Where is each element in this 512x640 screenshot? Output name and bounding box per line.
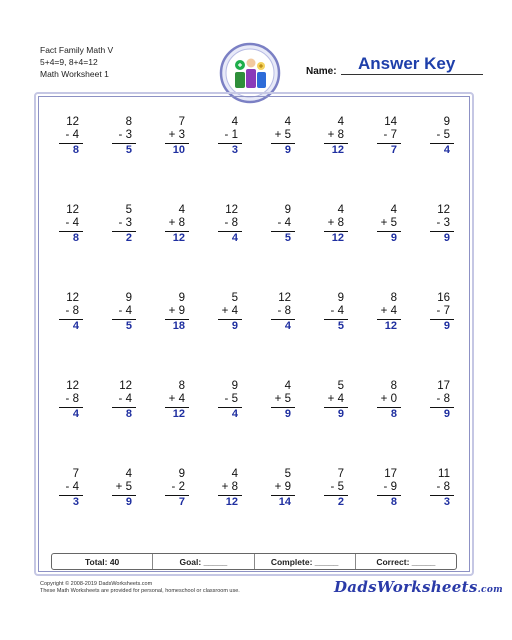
problem-row <box>44 464 468 552</box>
answer-bar <box>430 143 454 144</box>
problem-bottom-number: 5 <box>125 481 132 493</box>
operator: + <box>327 393 335 405</box>
problem-answer[interactable]: 7 <box>390 144 397 156</box>
problem-bottom-line <box>66 129 79 141</box>
worksheet-subtitle: 5+4=9, 8+4=12 <box>40 57 98 67</box>
problem-top-number: 9 <box>443 116 450 128</box>
problem-bottom-line <box>275 129 291 141</box>
answer-bar <box>112 495 136 496</box>
problem-bottom-number: 7 <box>443 305 450 317</box>
brand-suffix: .com <box>477 585 503 595</box>
problem-grid <box>44 112 468 552</box>
problem-answer[interactable]: 9 <box>231 320 238 332</box>
problem-top-number: 12 <box>66 380 79 392</box>
problem <box>97 376 150 464</box>
problem-bottom-line <box>278 305 291 317</box>
problem-bottom-number: 8 <box>178 217 185 229</box>
answer-bar <box>430 231 454 232</box>
operator: - <box>65 305 70 317</box>
name-label: Name: <box>306 66 337 77</box>
problem-answer[interactable]: 5 <box>284 232 291 244</box>
problem-bottom-line <box>328 393 344 405</box>
problem <box>203 288 256 376</box>
problem <box>44 200 97 288</box>
operator: - <box>383 129 388 141</box>
problem-answer[interactable]: 4 <box>72 408 79 420</box>
problem-answer[interactable]: 14 <box>278 496 291 508</box>
brand-logo <box>334 578 503 596</box>
problem-bottom-line <box>437 393 450 405</box>
problem-answer[interactable]: 9 <box>390 232 397 244</box>
problem-top-number: 9 <box>178 468 185 480</box>
problem-bottom-number: 4 <box>178 393 185 405</box>
operator: - <box>224 129 229 141</box>
problem-top-number: 16 <box>437 292 450 304</box>
operator: + <box>115 481 123 493</box>
answer-bar <box>218 319 242 320</box>
brand-name: DadsWorksheets <box>334 578 478 596</box>
problem-answer[interactable]: 3 <box>443 496 450 508</box>
problem-bottom-number: 8 <box>72 305 79 317</box>
problem-bottom-number: 8 <box>231 481 238 493</box>
operator: + <box>168 393 176 405</box>
problem-top-number: 7 <box>72 468 79 480</box>
answer-bar <box>112 407 136 408</box>
problem-bottom-number: 3 <box>125 217 132 229</box>
problem-top-number: 4 <box>337 116 344 128</box>
operator: + <box>274 393 282 405</box>
problem-bottom-number: 9 <box>284 481 291 493</box>
problem-top-number: 7 <box>337 468 344 480</box>
problem-answer[interactable]: 5 <box>125 320 132 332</box>
operator: - <box>118 129 123 141</box>
problem-bottom-line <box>66 305 79 317</box>
problem-bottom-line <box>384 129 397 141</box>
problem-top-number: 8 <box>390 380 397 392</box>
operator: - <box>65 217 70 229</box>
operator: - <box>118 393 123 405</box>
problem-bottom-number: 3 <box>178 129 185 141</box>
problem <box>256 288 309 376</box>
answer-bar <box>430 319 454 320</box>
problem-top-number: 9 <box>178 292 185 304</box>
problem-bottom-line <box>381 393 397 405</box>
operator: - <box>330 305 335 317</box>
problem-bottom-number: 4 <box>72 481 79 493</box>
answer-bar <box>165 495 189 496</box>
copyright-line: Copyright © 2008-2019 DadsWorksheets.com <box>40 581 153 587</box>
problem-bottom-number: 5 <box>284 129 291 141</box>
problem-bottom-number: 5 <box>337 481 344 493</box>
problem <box>203 112 256 200</box>
problem-bottom-number: 1 <box>231 129 238 141</box>
answer-bar <box>112 231 136 232</box>
problem-answer[interactable]: 8 <box>390 496 397 508</box>
problem-bottom-number: 3 <box>443 217 450 229</box>
operator: - <box>436 393 441 405</box>
problem-answer[interactable]: 8 <box>125 408 132 420</box>
problem <box>150 376 203 464</box>
problem-answer[interactable]: 12 <box>225 496 238 508</box>
answer-bar <box>59 495 83 496</box>
operator: - <box>436 217 441 229</box>
problem-top-number: 12 <box>119 380 132 392</box>
operator: + <box>221 305 229 317</box>
answer-key-label: Answer Key <box>358 54 456 73</box>
problem-answer[interactable]: 4 <box>231 408 238 420</box>
problem-top-number: 4 <box>390 204 397 216</box>
operator: - <box>224 393 229 405</box>
problem-answer[interactable]: 9 <box>284 408 291 420</box>
problem-bottom-number: 4 <box>337 305 344 317</box>
problem-row <box>44 288 468 376</box>
operator: + <box>380 393 388 405</box>
answer-bar <box>377 143 401 144</box>
problem-answer[interactable]: 3 <box>72 496 79 508</box>
problem <box>362 464 415 552</box>
problem-bottom-line <box>275 393 291 405</box>
problem-bottom-number: 8 <box>443 393 450 405</box>
problem-answer[interactable]: 9 <box>284 144 291 156</box>
problem-bottom-line <box>222 481 238 493</box>
answer-bar <box>59 143 83 144</box>
problem-top-number: 5 <box>125 204 132 216</box>
operator: - <box>383 481 388 493</box>
complete-cell[interactable]: Complete: _____ <box>255 554 356 569</box>
problem-answer[interactable]: 2 <box>337 496 344 508</box>
problem-row <box>44 200 468 288</box>
problem-top-number: 17 <box>437 380 450 392</box>
problem-bottom-line <box>437 481 450 493</box>
answer-bar <box>271 143 295 144</box>
worksheet-number: Math Worksheet 1 <box>40 69 109 79</box>
operator: + <box>168 217 176 229</box>
problem-bottom-number: 5 <box>390 217 397 229</box>
problem-bottom-number: 8 <box>72 393 79 405</box>
problem-bottom-number: 4 <box>284 217 291 229</box>
problem-top-number: 8 <box>178 380 185 392</box>
problem-answer[interactable]: 8 <box>390 408 397 420</box>
problem-bottom-number: 4 <box>72 217 79 229</box>
answer-bar <box>377 407 401 408</box>
problem-top-number: 7 <box>178 116 185 128</box>
problem <box>256 464 309 552</box>
name-line[interactable] <box>341 74 483 75</box>
problem-top-number: 4 <box>231 116 238 128</box>
operator: + <box>380 217 388 229</box>
problem <box>203 200 256 288</box>
problem-answer[interactable]: 8 <box>72 144 79 156</box>
problem-top-number: 14 <box>384 116 397 128</box>
problem-top-number: 12 <box>278 292 291 304</box>
problem-answer[interactable]: 12 <box>384 320 397 332</box>
problem <box>203 376 256 464</box>
correct-cell[interactable]: Correct: _____ <box>376 556 436 567</box>
operator: + <box>168 129 176 141</box>
operator: - <box>65 481 70 493</box>
problem-bottom-number: 8 <box>284 305 291 317</box>
operator: + <box>168 305 176 317</box>
problem <box>44 376 97 464</box>
problem-bottom-line <box>225 393 238 405</box>
problem <box>44 112 97 200</box>
operator: - <box>118 217 123 229</box>
problem <box>150 288 203 376</box>
problem-bottom-line <box>116 481 132 493</box>
problem-top-number: 4 <box>284 116 291 128</box>
answer-bar <box>324 319 348 320</box>
problem-bottom-line <box>328 217 344 229</box>
operator: - <box>436 481 441 493</box>
problem <box>97 464 150 552</box>
operator: - <box>118 305 123 317</box>
operator: - <box>436 129 441 141</box>
problem-bottom-line <box>169 217 185 229</box>
problem-top-number: 4 <box>178 204 185 216</box>
score-box <box>51 553 457 570</box>
problem <box>362 376 415 464</box>
problem <box>150 200 203 288</box>
operator: - <box>171 481 176 493</box>
problem-bottom-line <box>328 129 344 141</box>
problem <box>203 464 256 552</box>
problem <box>309 464 362 552</box>
operator: + <box>274 481 282 493</box>
problem-bottom-line <box>331 481 344 493</box>
answer-bar <box>271 319 295 320</box>
problem-row <box>44 376 468 464</box>
problem-top-number: 12 <box>66 204 79 216</box>
problem-top-number: 4 <box>231 468 238 480</box>
problem <box>150 112 203 200</box>
problem-answer[interactable]: 12 <box>172 408 185 420</box>
problem-bottom-line <box>119 217 132 229</box>
problem <box>44 464 97 552</box>
problem-bottom-line <box>381 217 397 229</box>
problem-bottom-number: 5 <box>284 393 291 405</box>
total-cell: Total: 40 <box>52 554 153 569</box>
answer-bar <box>218 143 242 144</box>
problem-top-number: 12 <box>66 116 79 128</box>
answer-bar <box>430 407 454 408</box>
problem-bottom-line <box>172 481 185 493</box>
operator: - <box>330 481 335 493</box>
problem <box>362 200 415 288</box>
goal-cell[interactable]: Goal: _____ <box>153 554 254 569</box>
operator: + <box>327 129 335 141</box>
problem-top-number: 9 <box>337 292 344 304</box>
problem-row <box>44 112 468 200</box>
problem-top-number: 5 <box>284 468 291 480</box>
problem <box>415 288 468 376</box>
answer-bar <box>218 231 242 232</box>
problem-top-number: 8 <box>125 116 132 128</box>
problem <box>44 288 97 376</box>
problem-bottom-line <box>66 481 79 493</box>
answer-bar <box>218 407 242 408</box>
answer-bar <box>112 319 136 320</box>
problem-answer[interactable]: 4 <box>231 232 238 244</box>
problem-top-number: 4 <box>337 204 344 216</box>
answer-bar <box>377 495 401 496</box>
problem-bottom-number: 7 <box>390 129 397 141</box>
answer-bar <box>430 495 454 496</box>
problem-top-number: 8 <box>390 292 397 304</box>
problem-bottom-number: 5 <box>231 393 238 405</box>
problem-answer[interactable]: 10 <box>172 144 185 156</box>
problem <box>415 376 468 464</box>
operator: - <box>436 305 441 317</box>
problem-bottom-number: 4 <box>231 305 238 317</box>
problem-answer[interactable]: 9 <box>337 408 344 420</box>
problem <box>362 112 415 200</box>
problem <box>415 200 468 288</box>
problem-bottom-line <box>119 393 132 405</box>
problem <box>256 200 309 288</box>
problem-answer[interactable]: 12 <box>331 144 344 156</box>
problem-bottom-line <box>222 305 238 317</box>
usage-line: These Math Worksheets are provided for personal, homeschool or classroom use. <box>40 588 240 594</box>
problem-bottom-number: 9 <box>178 305 185 317</box>
answer-bar <box>271 231 295 232</box>
problem-top-number: 17 <box>384 468 397 480</box>
answer-bar <box>377 231 401 232</box>
problem-bottom-number: 4 <box>125 393 132 405</box>
problem <box>97 112 150 200</box>
answer-bar <box>271 407 295 408</box>
operator: - <box>224 217 229 229</box>
problem-answer[interactable]: 12 <box>172 232 185 244</box>
problem-answer[interactable]: 3 <box>231 144 238 156</box>
answer-bar <box>324 407 348 408</box>
problem-answer[interactable]: 2 <box>125 232 132 244</box>
problem-bottom-line <box>169 129 185 141</box>
operator: + <box>274 129 282 141</box>
answer-bar <box>59 319 83 320</box>
problem-bottom-number: 9 <box>390 481 397 493</box>
problem <box>309 200 362 288</box>
worksheet-title: Fact Family Math V <box>40 45 114 55</box>
problem-bottom-line <box>169 305 185 317</box>
operator: + <box>327 217 335 229</box>
problem-answer[interactable]: 4 <box>72 320 79 332</box>
problem-bottom-line <box>119 305 132 317</box>
problem-bottom-line <box>225 217 238 229</box>
problem-answer[interactable]: 9 <box>443 408 450 420</box>
problem-bottom-number: 3 <box>125 129 132 141</box>
problem <box>97 200 150 288</box>
problem <box>150 464 203 552</box>
operator: + <box>221 481 229 493</box>
problem-bottom-number: 5 <box>443 129 450 141</box>
problem-top-number: 5 <box>337 380 344 392</box>
operator: - <box>277 305 282 317</box>
problem-bottom-line <box>384 481 397 493</box>
problem-answer[interactable]: 5 <box>125 144 132 156</box>
problem-bottom-line <box>437 305 450 317</box>
problem-bottom-number: 8 <box>231 217 238 229</box>
problem <box>97 288 150 376</box>
problem-bottom-number: 4 <box>72 129 79 141</box>
problem-bottom-line <box>66 393 79 405</box>
problem-answer[interactable]: 9 <box>443 232 450 244</box>
problem-answer[interactable]: 8 <box>72 232 79 244</box>
problem-top-number: 12 <box>66 292 79 304</box>
problem-top-number: 12 <box>225 204 238 216</box>
problem <box>309 376 362 464</box>
problem-bottom-number: 4 <box>390 305 397 317</box>
problem-bottom-line <box>278 217 291 229</box>
problem-bottom-number: 4 <box>125 305 132 317</box>
problem-answer[interactable]: 12 <box>331 232 344 244</box>
problem-answer[interactable]: 5 <box>337 320 344 332</box>
problem-answer[interactable]: 4 <box>284 320 291 332</box>
answer-bar <box>324 495 348 496</box>
problem-top-number: 4 <box>284 380 291 392</box>
problem <box>415 464 468 552</box>
problem <box>309 288 362 376</box>
problem <box>256 112 309 200</box>
problem-bottom-line <box>225 129 238 141</box>
problem <box>415 112 468 200</box>
operator: - <box>65 129 70 141</box>
problem-bottom-line <box>437 217 450 229</box>
problem <box>309 112 362 200</box>
problem <box>362 288 415 376</box>
problem-top-number: 4 <box>125 468 132 480</box>
problem-bottom-number: 0 <box>390 393 397 405</box>
problem-bottom-line <box>331 305 344 317</box>
problem-top-number: 9 <box>231 380 238 392</box>
problem-bottom-line <box>169 393 185 405</box>
problem-answer[interactable]: 4 <box>443 144 450 156</box>
answer-bar <box>59 231 83 232</box>
operator: - <box>277 217 282 229</box>
problem-top-number: 11 <box>438 468 450 480</box>
operator: + <box>380 305 388 317</box>
problem-answer[interactable]: 9 <box>443 320 450 332</box>
operator: - <box>65 393 70 405</box>
problem-top-number: 5 <box>231 292 238 304</box>
problem-bottom-number: 8 <box>443 481 450 493</box>
problem-bottom-line <box>119 129 132 141</box>
problem-bottom-line <box>437 129 450 141</box>
problem-bottom-number: 4 <box>337 393 344 405</box>
problem-top-number: 9 <box>284 204 291 216</box>
problem-bottom-line <box>381 305 397 317</box>
problem-bottom-number: 8 <box>337 217 344 229</box>
problem-bottom-number: 8 <box>337 129 344 141</box>
problem-top-number: 9 <box>125 292 132 304</box>
problem-bottom-line <box>275 481 291 493</box>
problem-top-number: 12 <box>437 204 450 216</box>
answer-bar <box>112 143 136 144</box>
problem-answer[interactable]: 18 <box>172 320 185 332</box>
worksheet-header <box>40 44 113 80</box>
problem-answer[interactable]: 9 <box>125 496 132 508</box>
problem <box>256 376 309 464</box>
problem-bottom-number: 2 <box>178 481 185 493</box>
problem-bottom-line <box>66 217 79 229</box>
problem-answer[interactable]: 7 <box>178 496 185 508</box>
copyright-notice <box>40 581 240 595</box>
answer-bar <box>59 407 83 408</box>
